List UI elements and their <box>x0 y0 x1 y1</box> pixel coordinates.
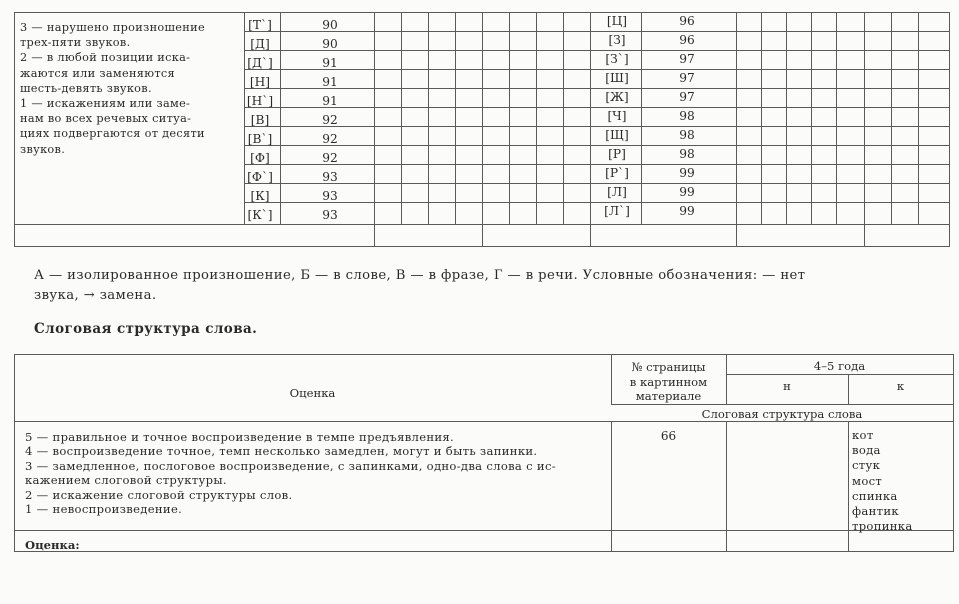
criteria-line: жаются или заменяются <box>20 66 175 80</box>
page-cell: 90 <box>322 37 338 51</box>
sound-cell: [Д`] <box>247 56 273 70</box>
header-page-line: № страницы <box>631 360 706 374</box>
sound-cell: [Н] <box>249 75 271 89</box>
page-cell: 91 <box>322 94 338 108</box>
page-cell: 98 <box>679 109 695 123</box>
sound-cell: [Ф] <box>250 151 270 165</box>
page-cell: 97 <box>679 52 695 66</box>
word-item: тропинка <box>852 519 913 534</box>
page-cell: 91 <box>322 75 338 89</box>
page-cell: 97 <box>679 71 695 85</box>
page-cell: 99 <box>679 185 695 199</box>
page-cell: 96 <box>679 33 695 47</box>
sound-cell: [В] <box>250 113 270 127</box>
page-cell: 90 <box>322 18 338 32</box>
word-item: спинка <box>852 488 898 503</box>
legend-line: звука, → замена. <box>34 287 157 303</box>
page-cell: 98 <box>679 128 695 142</box>
word-item: мост <box>852 473 883 488</box>
page-cell: 91 <box>322 56 338 70</box>
header-syllable-structure: Слоговая структура слова <box>701 407 863 421</box>
page-cell: 93 <box>322 189 338 203</box>
word-list <box>852 428 913 534</box>
page-cell: 96 <box>679 14 695 28</box>
score-line: 1 — невоспроизведение. <box>25 502 183 517</box>
header-age: 4–5 года <box>813 359 866 373</box>
sound-cell: [Ц] <box>606 14 628 28</box>
criteria-line: 2 — в любой позиции иска- <box>20 51 191 65</box>
page-cell: 97 <box>679 90 695 104</box>
sound-cell: [З`] <box>605 52 629 66</box>
score-line: 2 — искажение слоговой структуры слов. <box>25 487 293 502</box>
header-page-line: материале <box>635 389 702 403</box>
sound-cell: [З] <box>608 33 626 47</box>
sound-cell: [Л] <box>607 185 627 199</box>
page-cell: 92 <box>322 113 338 127</box>
sound-cell: [Ф`] <box>247 170 273 184</box>
page-number-value: 66 <box>660 429 677 443</box>
page-cell: 99 <box>679 204 695 218</box>
criteria-line: 1 — искажениям или заме- <box>20 97 191 111</box>
score-line: 4 — воспроизведение точное, темп несколько замедлен, могут и быть запинки. <box>25 444 538 459</box>
sound-cell: [Л`] <box>604 204 630 218</box>
evaluation-label: Оценка: <box>25 538 80 552</box>
sound-cell: [Р] <box>608 147 626 161</box>
legend-text <box>34 266 954 305</box>
sound-cell: [К`] <box>247 208 273 222</box>
page-cell: 92 <box>322 151 338 165</box>
page-cell: 93 <box>322 170 338 184</box>
sound-cell: [Р`] <box>605 166 629 180</box>
criteria-line: трех-пяти звуков. <box>20 36 131 50</box>
criteria-line: 3 — нарушено произношение <box>20 21 205 34</box>
header-evaluation: Оценка <box>289 386 336 400</box>
sound-cell: [В`] <box>247 132 273 146</box>
criteria-line: циях подвергаются от десяти <box>20 127 205 141</box>
sound-cell: [Н`] <box>246 94 274 108</box>
sound-cell: [Ш] <box>605 71 629 85</box>
header-start: н <box>783 379 791 393</box>
header-end: к <box>896 379 905 393</box>
sound-cell: [К] <box>250 189 270 203</box>
criteria-text <box>20 20 226 157</box>
sound-cell: [Т`] <box>248 18 272 32</box>
sound-cell: [Ж] <box>605 90 629 104</box>
criteria-line: звуков. <box>20 142 66 156</box>
sound-cell: [Щ] <box>605 128 629 142</box>
word-item: вода <box>852 443 881 458</box>
sound-cell: [Д] <box>250 37 270 51</box>
word-item: кот <box>852 428 874 442</box>
section-title: Слоговая структура слова. <box>34 321 258 337</box>
score-descriptions <box>25 430 556 516</box>
page-cell: 99 <box>679 166 695 180</box>
word-item: фантик <box>852 504 899 519</box>
criteria-line: шесть-девять звуков. <box>20 81 152 95</box>
header-page-number <box>611 360 726 404</box>
score-line: 3 — замедленное, послоговое воспроизведение, с запинками, одно-два слова с ис- <box>25 458 556 473</box>
legend-line: А — изолированное произношение, Б — в слове, В — в фразе, Г — в речи. Условные обозначения: — нет <box>34 268 806 283</box>
page-cell: 93 <box>322 208 338 222</box>
word-item: стук <box>852 458 881 473</box>
page-cell: 98 <box>679 147 695 161</box>
score-line: кажением слоговой структуры. <box>25 473 227 488</box>
page-cell: 92 <box>322 132 338 146</box>
score-line: 5 — правильное и точное воспроизведение в темпе предъявления. <box>25 430 455 444</box>
criteria-line: нам во всех речевых ситуа- <box>20 112 192 126</box>
sound-cell: [Ч] <box>607 109 627 123</box>
header-page-line: в картинном <box>629 374 708 389</box>
